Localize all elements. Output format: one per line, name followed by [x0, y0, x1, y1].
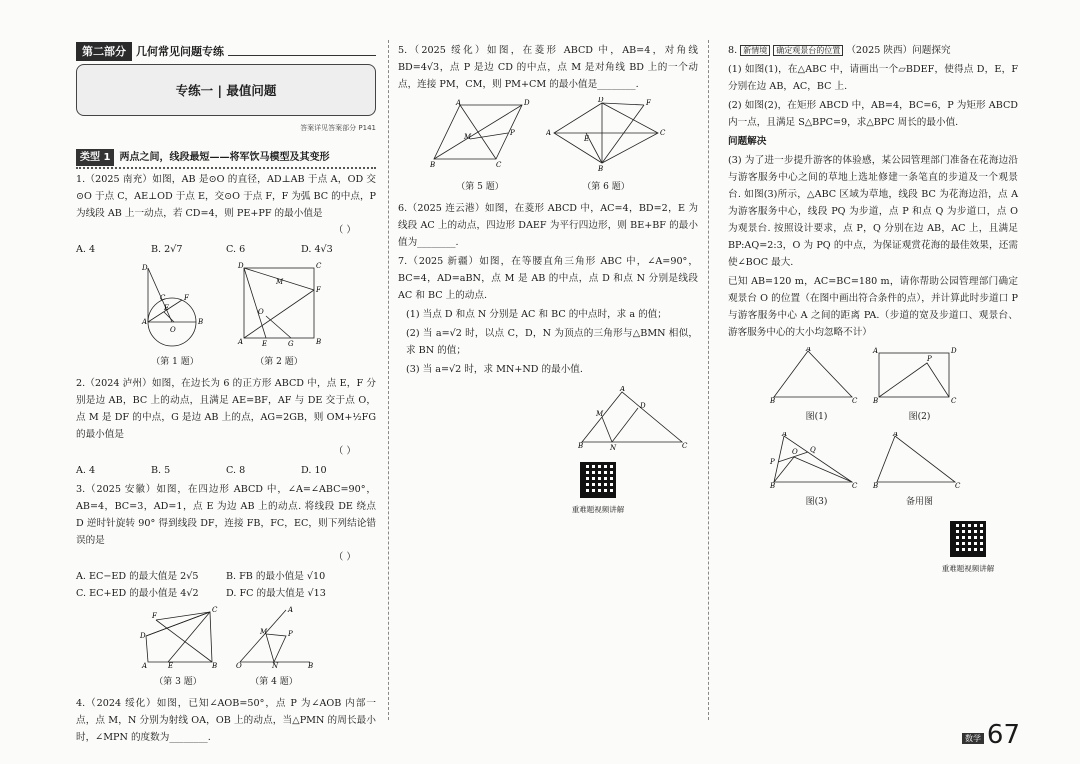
- svg-text:B: B: [198, 318, 204, 326]
- figure-caption: （第 6 题）: [582, 182, 630, 192]
- column-left: [76, 40, 376, 746]
- subject-badge: 数学: [962, 733, 984, 744]
- section-title: 几何常见问题专练: [136, 44, 224, 58]
- svg-text:P: P: [927, 355, 932, 363]
- svg-text:O: O: [170, 326, 176, 334]
- svg-text:C: C: [496, 161, 502, 169]
- svg-text:C: C: [160, 294, 166, 302]
- section-header: [76, 40, 376, 62]
- svg-text:N: N: [272, 662, 279, 668]
- column-divider: [388, 40, 389, 720]
- svg-text:D: D: [142, 264, 148, 272]
- svg-text:Q: Q: [810, 446, 816, 454]
- svg-text:B: B: [770, 397, 776, 403]
- column-right: [728, 40, 1018, 577]
- svg-text:A: A: [142, 318, 148, 326]
- svg-text:O: O: [792, 448, 798, 456]
- svg-text:B: B: [212, 662, 218, 668]
- answer-reference[interactable]: 答案详见答案部分 P141: [300, 124, 376, 132]
- svg-text:P: P: [510, 129, 515, 137]
- type-title: 两点之间，线段最短——将军饮马模型及其变形: [119, 152, 330, 163]
- svg-text:M: M: [260, 628, 268, 636]
- svg-text:B: B: [578, 442, 584, 450]
- q7-part-3: (3) 当 a=√2 时，求 MN+ND 的最小值.: [406, 364, 583, 375]
- page-number: 67: [986, 720, 1020, 750]
- practice-title: 专练一 | 最值问题: [76, 64, 376, 116]
- figure-caption: 备用图: [905, 497, 933, 507]
- context-topic-tag: 确定观景台的位置: [773, 45, 843, 56]
- question-3: 3.（2025 安徽）如图，在四边形 ABCD 中，∠A=∠ABC=90°，AB=4，BC=3，AD=1，点 E 为边 AB 上的动点. 将线段 DE 绕点 D 逆时针旋转 90° 得到线段 DF，连接 FB，FC，EC，则下列结论错误的是: [76, 484, 376, 546]
- svg-text:B: B: [598, 165, 604, 173]
- option: B. FB 的最小值是 √10: [226, 571, 326, 582]
- svg-text:O: O: [236, 662, 242, 668]
- svg-text:M: M: [276, 278, 284, 286]
- svg-text:B: B: [430, 161, 436, 169]
- figure-6-rhombus-diagram: [546, 97, 666, 173]
- svg-text:C: C: [852, 397, 858, 403]
- svg-text:F: F: [646, 99, 651, 107]
- problem-solving-heading: 问题解决: [728, 136, 767, 147]
- svg-text:A: A: [238, 338, 244, 346]
- svg-text:B: B: [873, 397, 879, 403]
- q2-options: [76, 462, 376, 479]
- figure-caption: （第 2 题）: [255, 357, 303, 367]
- svg-text:D: D: [524, 99, 530, 107]
- option: B. 5: [151, 465, 171, 476]
- qr-code[interactable]: [580, 462, 616, 498]
- option: A. EC−ED 的最大值是 2√5: [76, 571, 199, 582]
- qr-caption: 重难题视频讲解: [571, 505, 625, 514]
- q8-part-2: (2) 如图(2)，在矩形 ABCD 中，AB=4，BC=6，P 为矩形 ABCD 内一点，且满足 S△BPC=9，求△BPC 周长的最小值.: [728, 100, 1018, 128]
- question-4: 4.（2024 绥化）如图，已知∠AOB=50°，点 P 为∠AOB 内部一点，点 M，N 分别为射线 OA，OB 上的动点，当△PMN 的周长最小时，∠MPN 的度数为________.: [76, 698, 376, 743]
- figure-caption: （第 1 题）: [151, 357, 199, 367]
- figure-3-quadrilateral-diagram: [138, 606, 218, 668]
- figure-7-triangle-diagram: [578, 386, 688, 450]
- q8-part-3: (3) 为了进一步提升游客的体验感，某公园管理部门准备在花海边沿与游客服务中心之间的草地上选址修建一条笔直的步道及一个观景台. 如图(3)所示，△ABC 区域为草地，线段 BC 为花海边沿，点 A 为游客服务中心，线段 PQ 为步道，点 P 和点 Q 为步道口，点 O 为观景台. 按照设计要求，点 P，Q 分别在边 AB，AC 上，且满足 BP:AQ=2:3，O 为 PQ 的中点，为保证观赏花海的最佳效果，还需使∠BOC 最大.: [728, 155, 1018, 268]
- qr-code[interactable]: [950, 521, 986, 557]
- svg-text:D: D: [238, 262, 244, 270]
- question-5: 5.（2025 绥化）如图，在菱形 ABCD 中，AB=4，对角线 BD=4√3，点 P 是边 CD 的中点，点 M 是对角线 BD 上的一个动点，连接 PM，CM，则 PM+CM 的最小值是________.: [398, 45, 698, 90]
- svg-text:A: A: [546, 129, 552, 137]
- option: D. 4√3: [301, 244, 333, 255]
- question-2: 2.（2024 泸州）如图，在边长为 6 的正方形 ABCD 中，点 E，F 分别是边 AB，BC 上的动点，且满足 AE=BF，AF 与 DE 交于点 O，点 M 是 DF 的中点，G 是边 AB 上的点，AG=2GB，则 OM+½FG 的最小值是: [76, 378, 376, 440]
- svg-text:A: A: [142, 662, 148, 668]
- q7-part-2: (2) 当 a=√2 时，以点 C，D，N 为顶点的三角形与△BMN 相似，求 BN 的值；: [406, 328, 698, 356]
- svg-text:D: D: [598, 97, 604, 104]
- figure-2-square-diagram: [236, 262, 322, 348]
- question-8-header: 8. 新情境 确定观景台的位置 （2025 陕西）问题探究: [728, 45, 951, 56]
- svg-text:D: D: [951, 347, 957, 355]
- column-divider: [708, 40, 709, 720]
- svg-text:A: A: [288, 606, 294, 614]
- q3-options: [76, 568, 376, 602]
- figure-row: [76, 262, 376, 371]
- svg-text:E: E: [168, 662, 174, 668]
- svg-text:F: F: [152, 612, 157, 620]
- answer-blank: （ ）: [333, 446, 356, 457]
- svg-text:O: O: [258, 308, 264, 316]
- svg-text:C: C: [316, 262, 322, 270]
- svg-text:C: C: [660, 129, 666, 137]
- svg-text:A: A: [620, 386, 626, 393]
- figure-caption: 图(2): [908, 412, 931, 422]
- svg-text:E: E: [262, 340, 268, 348]
- svg-text:B: B: [308, 662, 314, 668]
- figure-caption: （第 3 题）: [154, 677, 202, 687]
- svg-text:D: D: [640, 402, 646, 410]
- svg-text:N: N: [610, 444, 617, 450]
- svg-text:A: A: [893, 432, 899, 438]
- svg-text:A: A: [806, 347, 812, 353]
- figure-8-2-rectangle: [871, 347, 961, 403]
- figure-5-rhombus-diagram: [430, 97, 530, 173]
- question-1: 1.（2025 南充）如图，AB 是⊙O 的直径，AD⊥AB 于点 A，OD 交⊙O 于点 C，AE⊥OD 于点 E，交⊙O 于点 F，F 为弧 BC 的中点，P 为线段 AB 上一动点，若 CD=4，则 PE+PF 的最小值是: [76, 174, 376, 219]
- svg-text:E: E: [164, 304, 170, 312]
- svg-text:A: A: [873, 347, 879, 355]
- svg-text:P: P: [770, 458, 775, 466]
- figure-1-circle-diagram: [130, 262, 220, 348]
- svg-text:M: M: [596, 410, 604, 418]
- svg-text:A: A: [782, 432, 788, 438]
- svg-text:M: M: [464, 133, 472, 141]
- type-tag: 类型 1: [76, 149, 114, 166]
- q7-part-1: (1) 当点 D 和点 N 分别是 AC 和 BC 的中点时，求 a 的值；: [406, 309, 667, 320]
- figure-row: [76, 606, 376, 691]
- option: C. 8: [226, 465, 246, 476]
- option: B. 2√7: [151, 244, 183, 255]
- new-context-tag: 新情境: [740, 45, 770, 56]
- svg-text:F: F: [316, 286, 321, 294]
- figure-4-angle-diagram: [234, 606, 314, 668]
- q1-options: [76, 241, 376, 258]
- column-middle: [398, 40, 698, 518]
- figure-caption: 图(1): [805, 412, 828, 422]
- figure-8-4-backup-triangle: [871, 432, 961, 488]
- part-label: 第二部分: [76, 42, 132, 61]
- option: C. EC+ED 的最小值是 4√2: [76, 588, 199, 599]
- svg-text:B: B: [770, 482, 776, 488]
- svg-text:G: G: [288, 340, 294, 348]
- figure-caption: （第 4 题）: [250, 677, 298, 687]
- svg-text:C: C: [951, 397, 957, 403]
- svg-text:A: A: [456, 99, 462, 107]
- svg-text:B: B: [873, 482, 879, 488]
- type-header: [76, 149, 376, 169]
- svg-text:E: E: [584, 135, 590, 143]
- svg-text:D: D: [140, 632, 146, 640]
- option: D. FC 的最大值是 √13: [226, 588, 326, 599]
- answer-blank: （ ）: [333, 552, 356, 563]
- question-6: 6.（2025 连云港）如图，在菱形 ABCD 中，AC=4，BD=2，E 为线段 AC 上的动点，四边形 DAEF 为平行四边形，则 BE+BF 的最小值为________.: [398, 203, 698, 248]
- figure-caption: （第 5 题）: [456, 182, 504, 192]
- question-7: 7.（2025 新疆）如图，在等腰直角三角形 ABC 中，∠A=90°，BC=4，AD=aBN，点 M 是 AB 的中点，点 D 和点 N 分别是线段 AC 和 BC 上的动点.: [398, 256, 698, 301]
- figure-caption: 图(3): [805, 497, 828, 507]
- figure-row: [398, 97, 698, 196]
- option: C. 6: [226, 244, 246, 255]
- q8-part-1: (1) 如图(1)，在△ABC 中，请画出一个▱BDEF，使得点 D，E，F 分别在边 AB，AC，BC 上.: [728, 64, 1018, 92]
- svg-text:C: C: [955, 482, 961, 488]
- option: A. 4: [76, 244, 96, 255]
- figure-8-3-park-triangle: [768, 432, 858, 488]
- svg-text:P: P: [288, 630, 293, 638]
- svg-text:C: C: [212, 606, 218, 614]
- option: D. 10: [301, 465, 327, 476]
- answer-blank: （ ）: [333, 225, 356, 236]
- qr-caption: 重难题视频讲解: [941, 564, 995, 573]
- svg-text:F: F: [184, 294, 189, 302]
- option: A. 4: [76, 465, 96, 476]
- figure-8-1-triangle: [768, 347, 858, 403]
- svg-text:C: C: [852, 482, 858, 488]
- q8-part-4: 已知 AB=120 m，AC=BC=180 m，请你帮助公园管理部门确定观景台 O 的位置（在图中画出符合条件的点），并计算此时步道口 P 与游客服务中心 A 之间的距离 PA.（步道的宽及步道口、观景台、游客服务中心的大小均忽略不计）: [728, 276, 1018, 338]
- svg-text:C: C: [682, 442, 688, 450]
- svg-text:B: B: [316, 338, 322, 346]
